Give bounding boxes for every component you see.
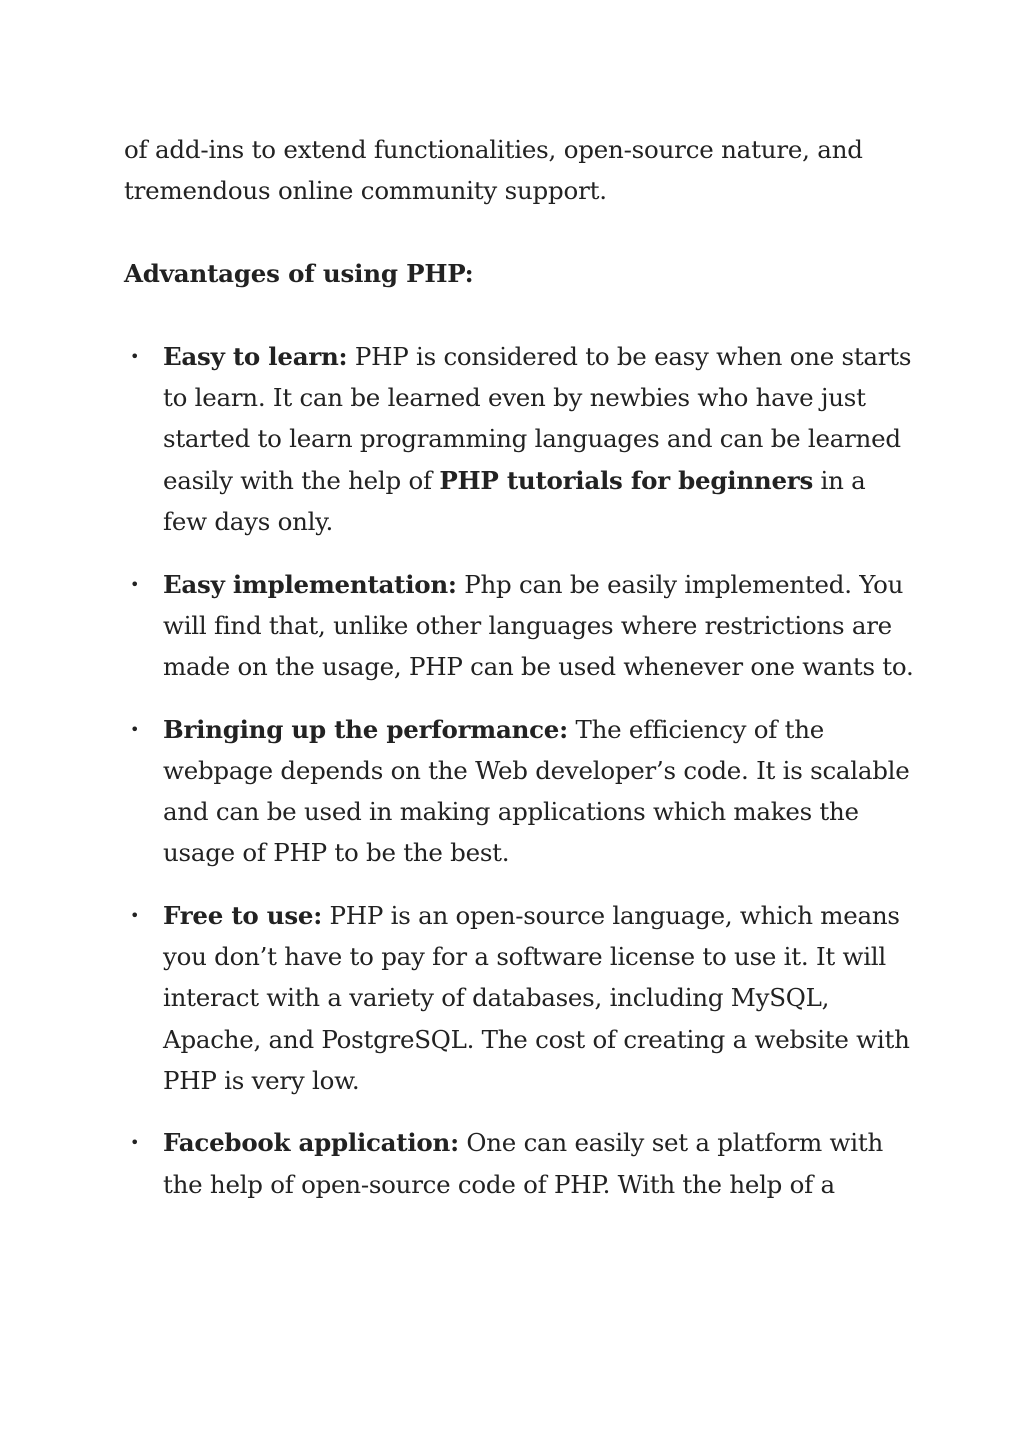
list-item-easy-to-learn: [124, 336, 914, 542]
item-title: Easy to learn:: [163, 342, 348, 371]
item-title: Free to use:: [163, 900, 323, 930]
advantages-list: [124, 336, 914, 1205]
bullet-icon: •: [130, 347, 140, 366]
list-item-easy-implementation: [124, 564, 914, 688]
list-item-free-to-use: [124, 895, 914, 1101]
item-text: PHP is considered to be easy when one starts to learn. It can be learned even by newbies who have just started to learn programming languages and can be learned easily with the help of: [163, 342, 912, 495]
intro-paragraph: [124, 129, 914, 211]
list-item-facebook-application: [124, 1122, 914, 1204]
bullet-icon: •: [130, 1133, 140, 1153]
item-title: Facebook application:: [163, 1128, 459, 1158]
intro-line-1: of add-ins to extend functionalities, open-source nature, and: [124, 135, 863, 164]
bullet-icon: •: [130, 719, 140, 739]
section-heading: Advantages of using PHP:: [124, 259, 474, 288]
item-text-end: in a few days only.: [163, 465, 866, 536]
item-text: PHP is an open-source language, which means you don’t have to pay for a software license to use it. It will interact with a variety of databases, including MySQL, Apache, and PostgreSQL. The cost of creating a website with PHP is very low.: [163, 900, 910, 1095]
intro-line-2: tremendous online community support.: [124, 176, 607, 205]
list-item-performance: [124, 709, 914, 874]
document-page: [124, 129, 914, 1226]
item-title: Easy implementation:: [163, 569, 457, 599]
item-text: One can easily set a platform with the help of open-source code of PHP. With the help of a: [163, 1128, 883, 1199]
php-tutorials-link[interactable]: PHP tutorials for beginners: [439, 465, 813, 495]
item-title: Bringing up the performance:: [163, 714, 568, 744]
item-text: The efficiency of the webpage depends on the Web developer’s code. It is scalable and can be used in making applications which makes the usage of PHP to be the best.: [163, 714, 910, 868]
bullet-icon: •: [130, 905, 140, 925]
bullet-icon: •: [130, 574, 140, 594]
item-text: Php can be easily implemented. You will find that, unlike other languages where restrictions are made on the usage, PHP can be used whenever one wants to.: [163, 569, 914, 681]
